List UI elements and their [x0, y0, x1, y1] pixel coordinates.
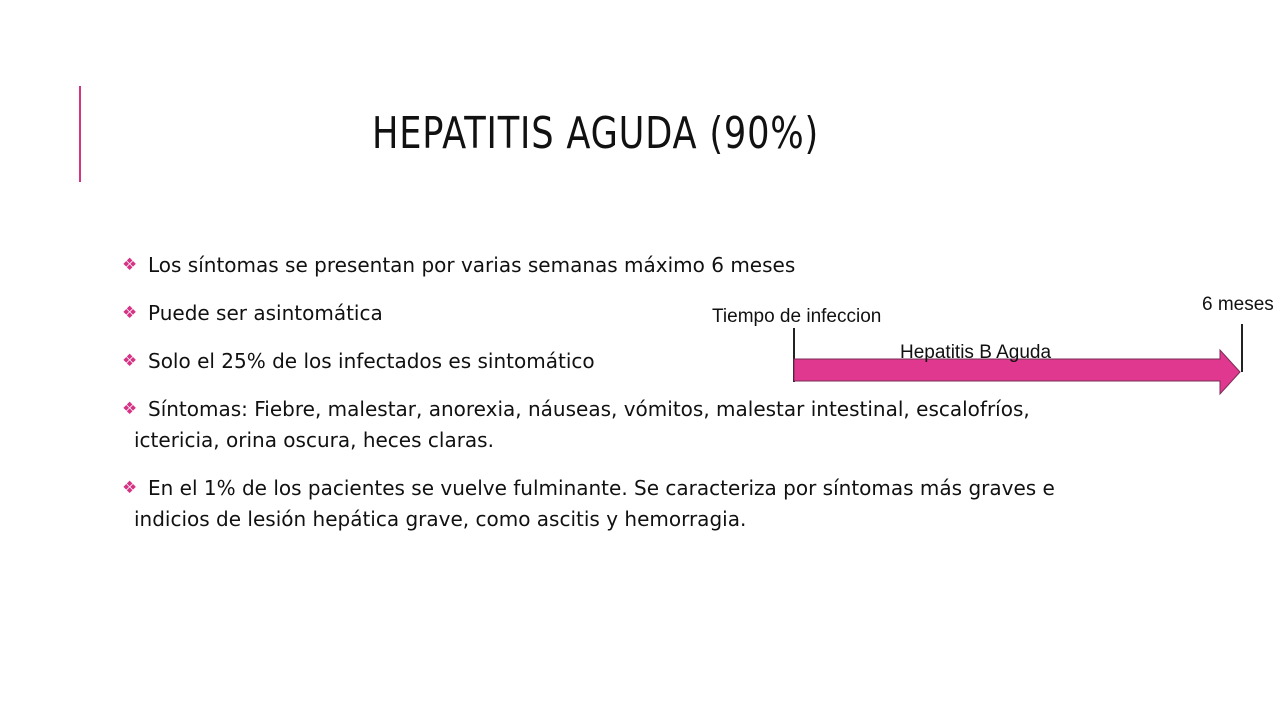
diamond-cluster-icon: ❖ [122, 255, 138, 275]
diamond-cluster-icon: ❖ [122, 351, 138, 371]
bullet-text: Síntomas: Fiebre, malestar, anorexia, náuseas, vómitos, malestar intestinal, escalofríos, ictericia, orina oscura, heces claras. [134, 397, 1030, 452]
accent-line [79, 86, 81, 182]
bullet-text: Puede ser asintomática [148, 301, 383, 325]
timeline-end-label: 6 meses [1202, 294, 1274, 315]
timeline-arrow-label: Hepatitis B Aguda [900, 342, 1052, 363]
bullet-item [120, 473, 1120, 535]
bullet-text: En el 1% de los pacientes se vuelve fulminante. Se caracteriza por síntomas más graves e indicios de lesión hepática grave, como ascitis y hemorragia. [134, 476, 1055, 531]
bullet-text: Los síntomas se presentan por varias semanas máximo 6 meses [148, 253, 796, 277]
infection-timeline [708, 290, 1280, 400]
bullet-item [120, 250, 1120, 281]
timeline-start-label: Tiempo de infeccion [712, 306, 882, 327]
bullet-text: Solo el 25% de los infectados es sintomático [148, 349, 595, 373]
diamond-cluster-icon: ❖ [122, 399, 138, 419]
bullet-item [120, 394, 1120, 456]
slide-title: HEPATITIS AGUDA (90%) [372, 108, 820, 159]
diamond-cluster-icon: ❖ [122, 478, 138, 498]
diamond-cluster-icon: ❖ [122, 303, 138, 323]
